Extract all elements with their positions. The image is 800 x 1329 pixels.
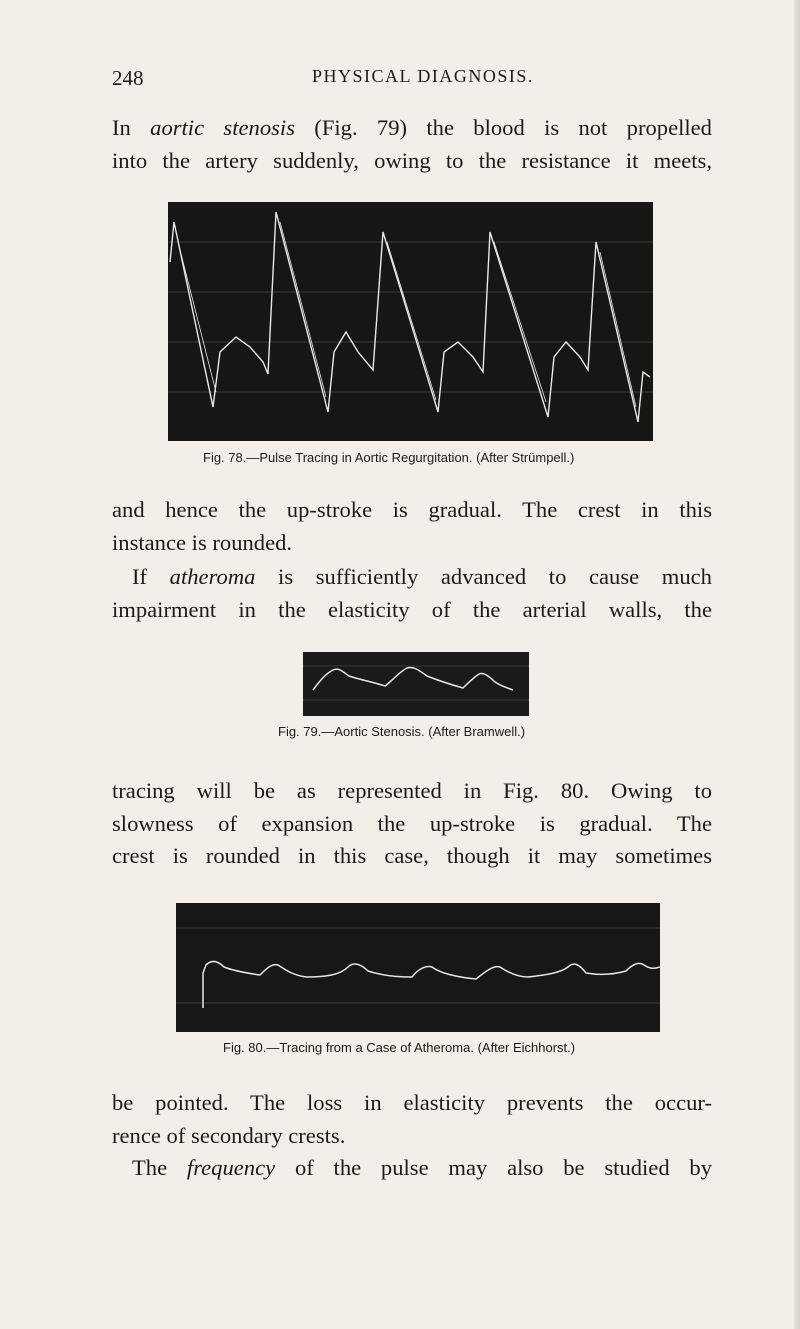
text-line: The frequency of the pulse may also be studied by: [132, 1155, 713, 1180]
pulse-tracing-atheroma: [176, 903, 660, 1032]
paragraph-aortic-stenosis: [112, 112, 712, 177]
emphasis-term: frequency: [186, 1155, 276, 1180]
text-line: into the artery suddenly, owing to the resistance it meets,: [112, 147, 712, 173]
page-edge-shadow: [794, 0, 800, 1329]
text-line: tracing will be as represented in Fig. 80. Owing to: [112, 778, 712, 803]
figure-79-caption: Fig. 79.—Aortic Stenosis. (After Bramwell.): [278, 724, 526, 739]
running-title: PHYSICAL DIAGNOSIS.: [312, 66, 534, 86]
text-line: If atheroma is sufficiently advanced to cause much: [132, 564, 712, 589]
pulse-tracing-aortic-regurgitation: [168, 202, 653, 441]
pulse-tracing-aortic-stenosis: [303, 652, 529, 716]
text-line: rence of secondary crests.: [112, 1122, 346, 1148]
emphasis-term: atheroma: [169, 564, 256, 589]
figure-80-caption: Fig. 80.—Tracing from a Case of Atheroma. (After Eichhorst.): [223, 1040, 576, 1055]
figure-80-pulse-tracing: [176, 903, 660, 1032]
text-line: slowness of expansion the up-stroke is gradual. The: [112, 810, 712, 836]
paragraph-frequency: [112, 1152, 712, 1185]
page-number: 248: [112, 66, 144, 90]
figure-78-pulse-tracing: [168, 202, 653, 441]
paragraph-tracing-fig-80: [112, 775, 712, 873]
text-line: be pointed. The loss in elasticity prevents the occur-: [112, 1090, 712, 1115]
running-head: [112, 66, 712, 96]
figure-79-pulse-tracing: [303, 652, 529, 716]
text-line: In aortic stenosis (Fig. 79) the blood is not propelled: [112, 115, 712, 140]
text-line: and hence the up-stroke is gradual. The crest in this: [112, 497, 712, 522]
text-line: instance is rounded.: [112, 529, 293, 555]
figure-78-caption: Fig. 78.—Pulse Tracing in Aortic Regurgitation. (After Strümpell.): [203, 450, 575, 465]
paragraph-up-stroke: [112, 494, 712, 559]
paragraph-elasticity: [112, 1087, 712, 1152]
paragraph-atheroma: [112, 561, 712, 626]
text-line: crest is rounded in this case, though it may sometimes: [112, 843, 712, 868]
emphasis-term: aortic stenosis: [150, 115, 295, 140]
text-line: impairment in the elasticity of the arterial walls, the: [112, 596, 712, 622]
